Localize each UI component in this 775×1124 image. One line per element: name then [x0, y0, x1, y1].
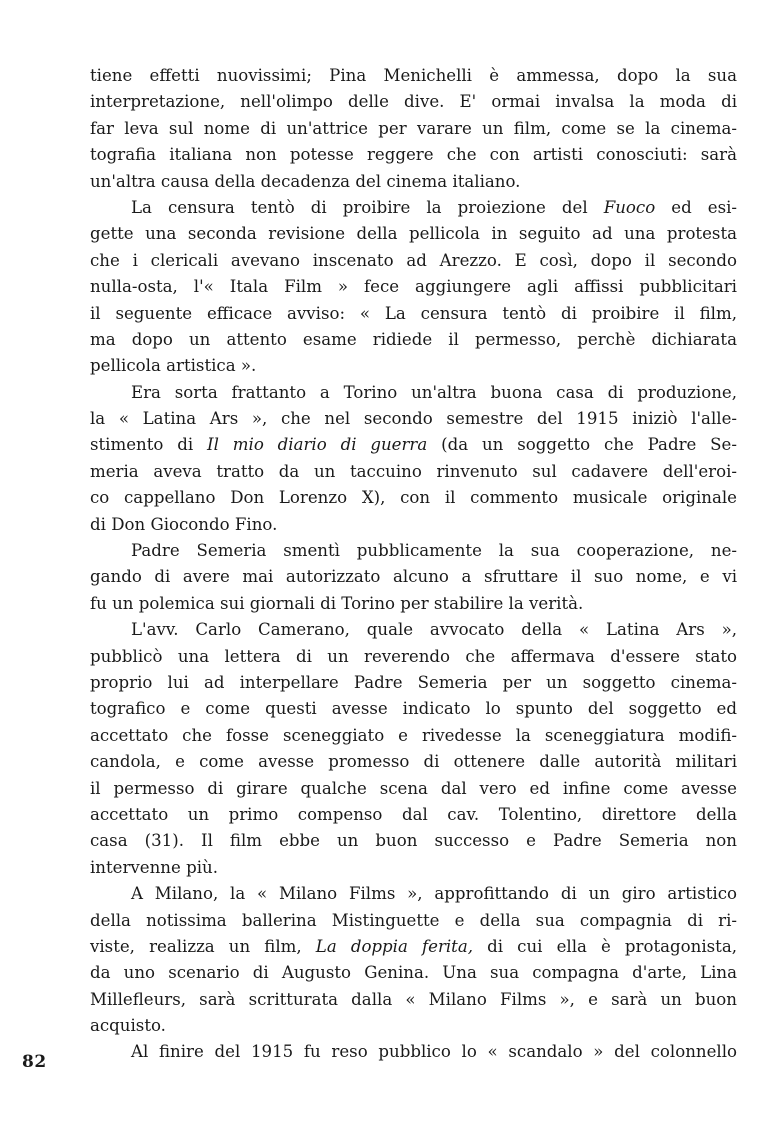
text-line — [90, 169, 737, 195]
line-text: che i clericali avevano inscenato ad Arezzo. E così, dopo il secondo — [90, 250, 737, 270]
text-line — [90, 670, 737, 696]
line-text: il permesso di girare qualche scena dal vero ed infine come avesse — [90, 778, 737, 798]
text-line — [90, 512, 737, 538]
line-text: accettato che fosse sceneggiato e rivedesse la sceneggiatura modifi- — [90, 725, 737, 745]
line-text: A Milano, la « Milano Films », approfittando di un giro artistico — [131, 884, 737, 904]
line-text: la « Latina Ars », che nel secondo semestre del 1915 iniziò l'alle- — [90, 409, 737, 429]
text-line — [90, 828, 737, 854]
text-line — [90, 142, 737, 168]
text-line — [90, 1039, 737, 1065]
text-line — [90, 485, 737, 511]
text-line — [90, 459, 737, 485]
text-line — [90, 221, 737, 247]
line-text: Padre Semeria smentì pubblicamente la sua cooperazione, ne- — [131, 541, 737, 561]
italic-title: La doppia ferita, — [315, 936, 474, 956]
line-text: fu un polemica sui giornali di Torino per stabilire la verità. — [90, 593, 584, 613]
text-line — [90, 644, 737, 670]
text-line — [90, 934, 737, 960]
line-text: pubblicò una lettera di un reverendo che affermava d'essere stato — [90, 646, 737, 666]
line-text: tografia italiana non potesse reggere che con artisti conosciuti: sarà — [90, 145, 737, 165]
line-text: accettato un primo compenso dal cav. Tolentino, direttore della — [90, 804, 737, 824]
line-text: ma dopo un attento esame ridiede il permesso, perchè dichiarata — [90, 329, 737, 349]
line-text: della notissima ballerina Mistinguette e della sua compagnia di ri- — [90, 910, 737, 930]
text-line — [90, 63, 737, 89]
line-text: da uno scenario di Augusto Genina. Una sua compagna d'arte, Lina — [90, 963, 737, 983]
text-line — [90, 89, 737, 115]
page-number: 82 — [22, 1052, 47, 1072]
line-text: di cui ella è protagonista, — [473, 936, 737, 956]
line-text: di Don Giocondo Fino. — [90, 514, 278, 534]
text-line — [90, 380, 737, 406]
text-line — [90, 274, 737, 300]
line-text: L'avv. Carlo Camerano, quale avvocato della « Latina Ars », — [131, 620, 737, 640]
line-text: acquisto. — [90, 1016, 166, 1036]
line-text: pellicola artistica ». — [90, 356, 257, 376]
italic-title: Il mio diario di guerra — [207, 435, 428, 455]
text-line — [90, 327, 737, 353]
text-line — [90, 406, 737, 432]
line-text: (da un soggetto che Padre Se- — [427, 435, 737, 455]
line-text: stimento di — [90, 435, 208, 455]
line-text: tiene effetti nuovissimi; Pina Menichelli è ammessa, dopo la sua — [90, 66, 737, 85]
line-text: Era sorta frattanto a Torino un'altra buona casa di produzione, — [131, 382, 737, 402]
text-line — [90, 538, 737, 564]
line-text: ed esi- — [655, 197, 738, 217]
line-text: La censura tentò di proibire la proiezione del — [131, 197, 604, 217]
line-text: gette una seconda revisione della pellicola in seguito ad una protesta — [90, 224, 737, 244]
text-line — [90, 195, 737, 221]
line-text: tografico e come questi avesse indicato lo spunto del soggetto ed — [90, 699, 737, 719]
line-text: far leva sul nome di un'attrice per varare un film, come se la cinema- — [90, 118, 737, 138]
line-text: meria aveva tratto da un taccuino rinvenuto sul cadavere dell'eroi- — [90, 461, 737, 481]
text-line — [90, 881, 737, 907]
text-line — [90, 960, 737, 986]
italic-title: Fuoco — [603, 197, 656, 217]
text-line — [90, 591, 737, 617]
line-text: un'altra causa della decadenza del cinema italiano. — [90, 171, 521, 191]
text-line — [90, 855, 737, 881]
line-text: Al finire del 1915 fu reso pubblico lo « scandalo » del colonnello — [131, 1042, 737, 1062]
line-text: proprio lui ad interpellare Padre Semeria per un soggetto cinema- — [90, 672, 737, 692]
text-line — [90, 1013, 737, 1039]
line-text: viste, realizza un film, — [90, 936, 316, 956]
text-line — [90, 749, 737, 775]
text-line — [90, 987, 737, 1013]
text-line — [90, 248, 737, 274]
line-text: nulla-osta, l'« Itala Film » fece aggiungere agli affissi pubblicitari — [90, 277, 737, 297]
line-text: intervenne più. — [90, 857, 218, 877]
text-line — [90, 116, 737, 142]
line-text: casa (31). Il film ebbe un buon successo e Padre Semeria non — [90, 831, 737, 851]
text-line — [90, 301, 737, 327]
line-text: Millefleurs, sarà scritturata dalla « Milano Films », e sarà un buon — [90, 989, 737, 1009]
line-text: candola, e come avesse promesso di ottenere dalle autorità militari — [90, 752, 737, 772]
line-text: il seguente efficace avviso: « La censura tentò di proibire il film, — [90, 303, 737, 323]
text-line — [90, 776, 737, 802]
text-line — [90, 696, 737, 722]
text-line — [90, 353, 737, 379]
text-line — [90, 908, 737, 934]
body-text — [90, 63, 737, 1066]
text-line — [90, 802, 737, 828]
line-text: interpretazione, nell'olimpo delle dive. E' ormai invalsa la moda di — [90, 92, 737, 112]
line-text: gando di avere mai autorizzato alcuno a sfruttare il suo nome, e vi — [90, 567, 737, 587]
text-line — [90, 564, 737, 590]
text-line — [90, 432, 737, 458]
text-line — [90, 723, 737, 749]
text-line — [90, 617, 737, 643]
line-text: co cappellano Don Lorenzo X), con il commento musicale originale — [90, 488, 737, 508]
